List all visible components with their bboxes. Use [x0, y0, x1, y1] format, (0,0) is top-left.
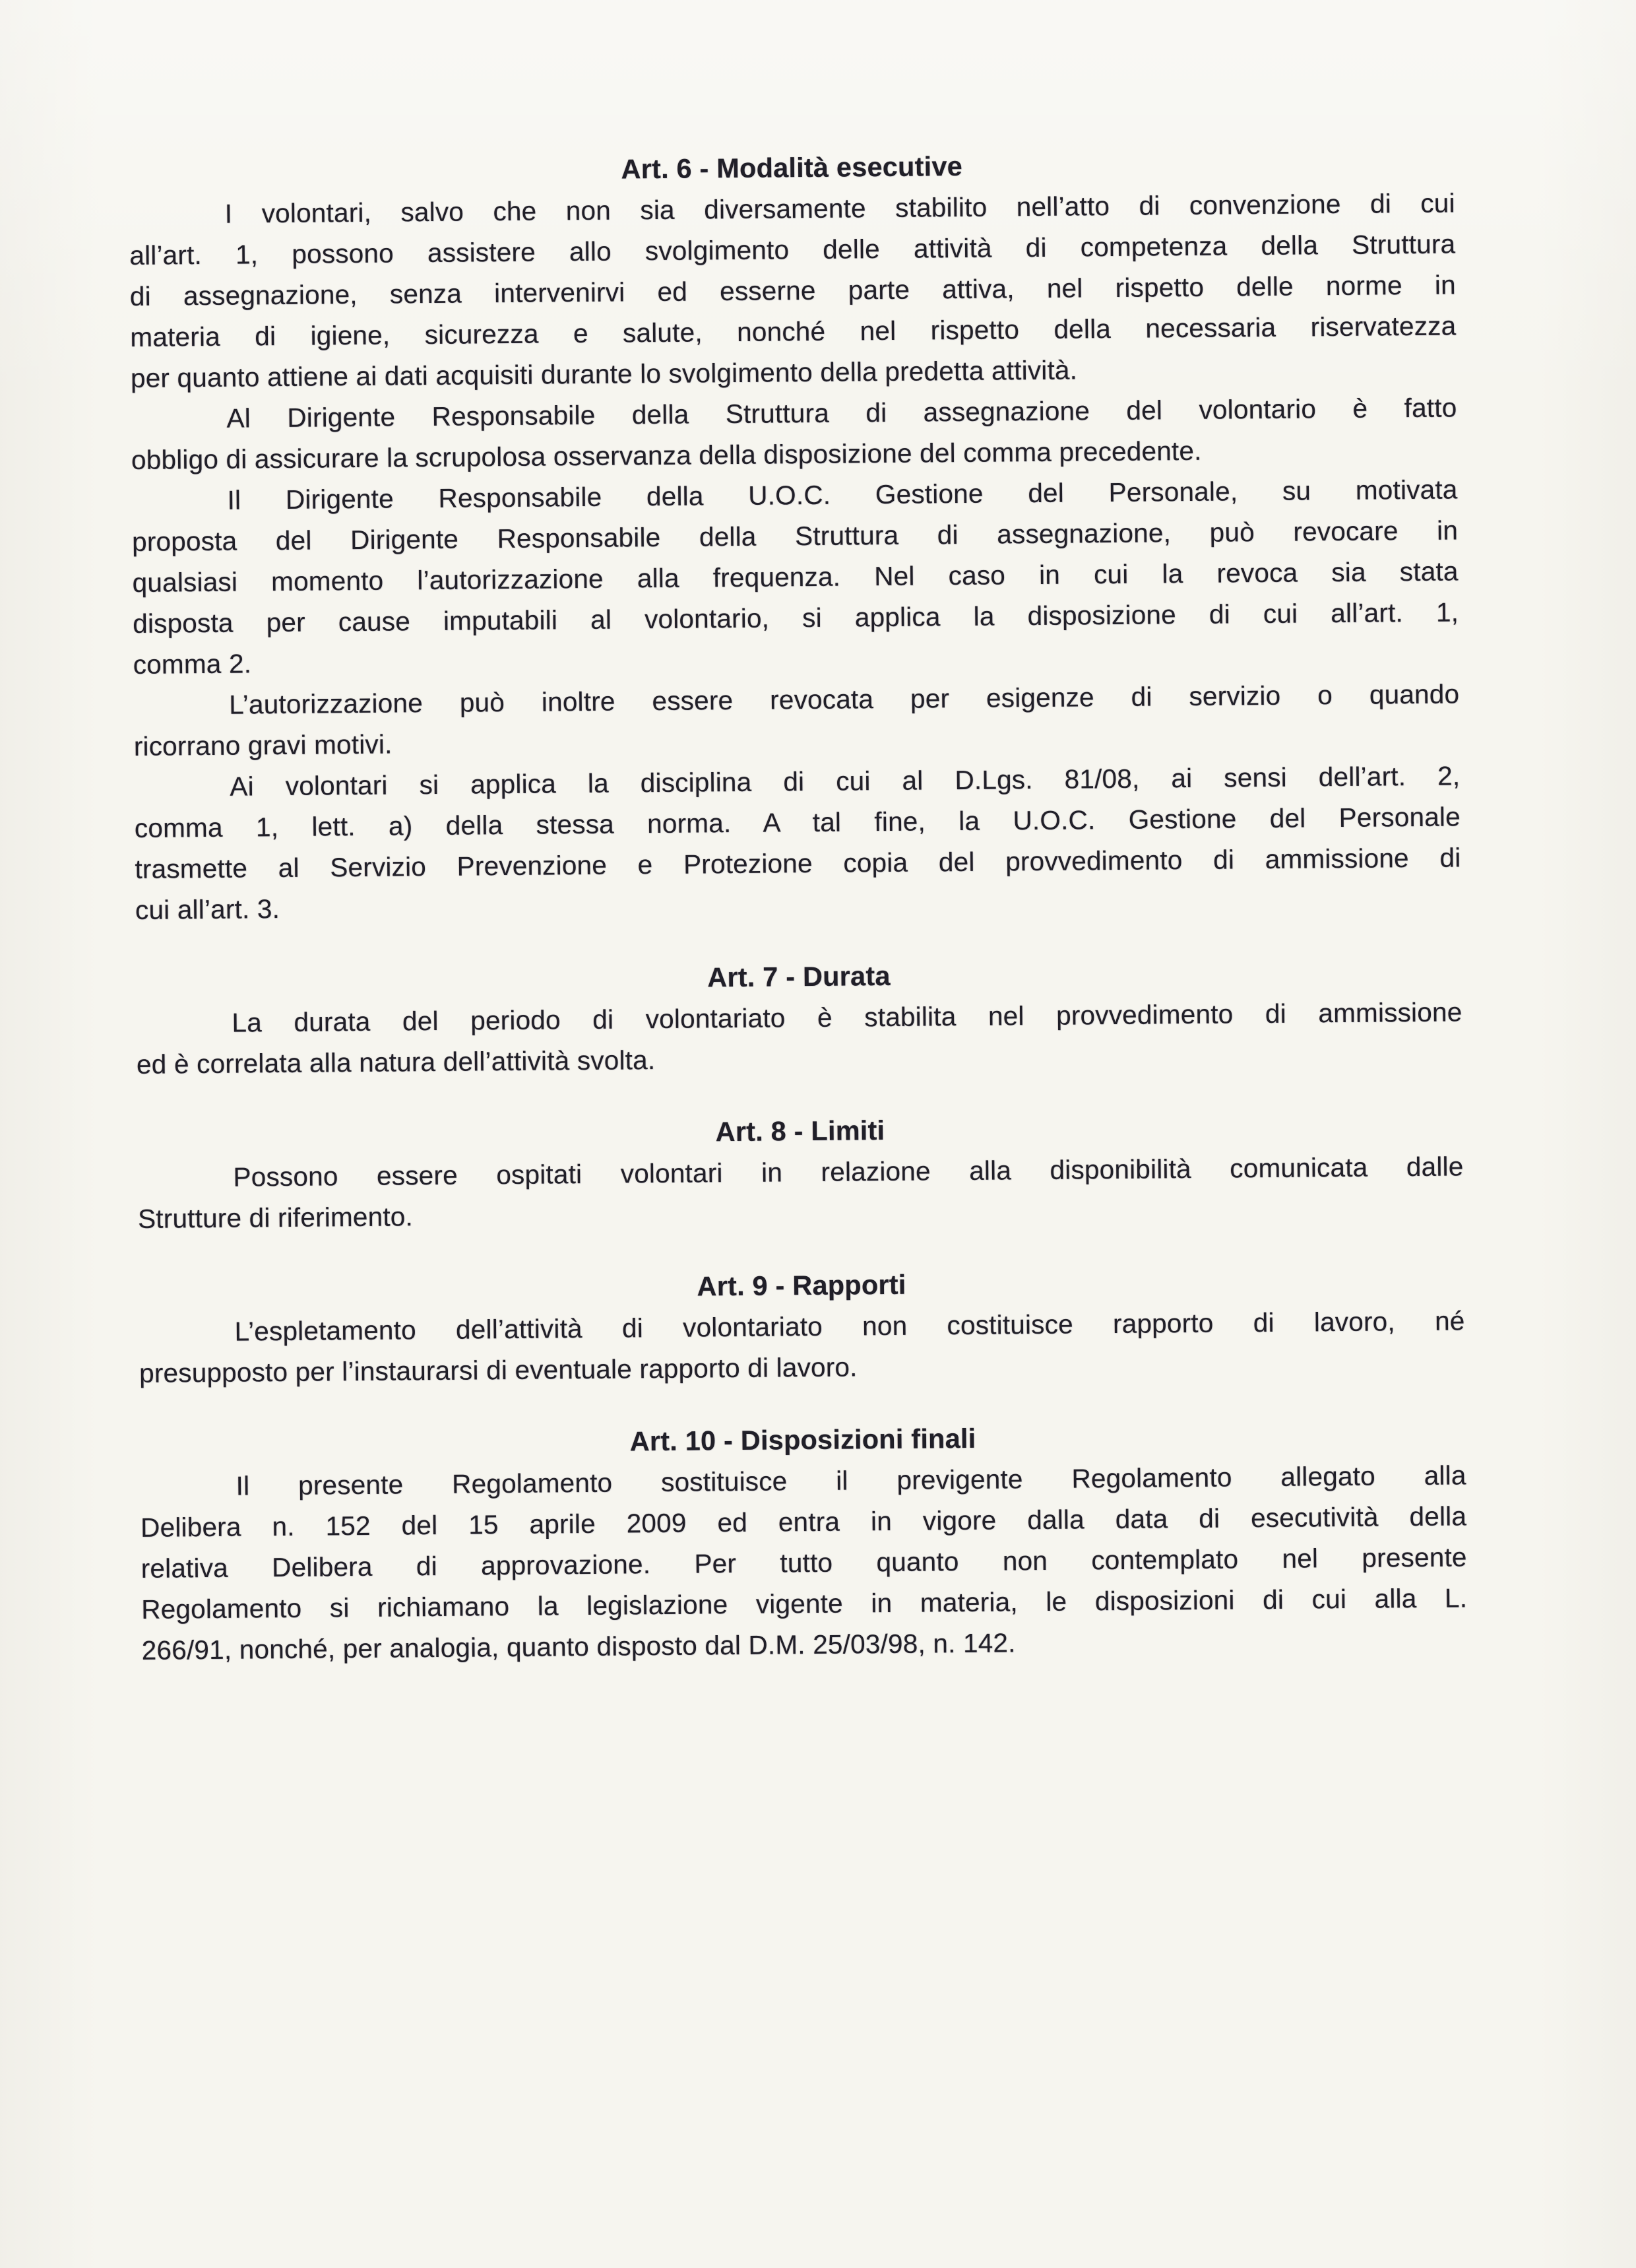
text-line: presupposto per l’instaurarsi di eventuale rapporto di lavoro. [139, 1351, 858, 1388]
paragraph [134, 755, 1461, 930]
text-line: Al Dirigente Responsabile della Struttura di assegnazione del volontario è fatto [226, 392, 1457, 434]
text-line: I volontari, salvo che non sia diversamente stabilito nell’atto di convenzione di cui [224, 187, 1455, 229]
paragraph [131, 469, 1459, 685]
article-heading: Art. 6 - Modalità esecutive [621, 150, 963, 185]
paragraph [131, 387, 1457, 480]
article-section [136, 950, 1463, 1085]
article-heading: Art. 8 - Limiti [715, 1115, 885, 1148]
paragraph [136, 991, 1463, 1085]
text-line: materia di igiene, sicurezza e salute, nonché nel rispetto della necessaria riservatezza [130, 310, 1457, 352]
text-line: relativa Delibera di approvazione. Per tutto quanto non contemplato nel presente [141, 1541, 1467, 1584]
article-section [140, 1413, 1468, 1671]
text-line: Delibera n. 152 del 15 aprile 2009 ed entra in vigore dalla data di esecutività della [140, 1501, 1467, 1543]
paragraph [137, 1146, 1464, 1239]
text-line: cui all’art. 3. [135, 893, 280, 925]
document-body [129, 141, 1468, 1670]
text-line: L’espletamento dell’attività di volontariato non costituisce rapporto di lavoro, né [234, 1305, 1465, 1347]
text-line: Ai volontari si applica la disciplina di cui al D.Lgs. 81/08, ai sensi dell’art. 2, [230, 760, 1461, 802]
paragraph [129, 182, 1457, 399]
paragraph [140, 1454, 1468, 1671]
text-line: Regolamento si richiamano la legislazione vigente in materia, le disposizioni di cui alla L. [141, 1582, 1468, 1625]
paragraph [139, 1300, 1465, 1394]
text-line: La durata del periodo di volontariato è stabilita nel provvedimento di ammissione [232, 996, 1463, 1038]
text-line: obbligo di assicurare la scrupolosa osservanza della disposizione del comma precedente. [131, 435, 1202, 475]
text-line: Il Dirigente Responsabile della U.O.C. Gestione del Personale, su motivata [227, 474, 1458, 515]
text-line: Possono essere ospitati volontari in relazione alla disponibilità comunicata dalle [233, 1151, 1464, 1192]
article-section [137, 1105, 1464, 1239]
text-line: qualsiasi momento l’autorizzazione alla frequenza. Nel caso in cui la revoca sia stata [132, 556, 1459, 598]
text-line: all’art. 1, possono assistere allo svolgimento delle attività di competenza della Struttura [129, 228, 1456, 271]
text-line: trasmette al Servizio Prevenzione e Protezione copia del provvedimento di ammissione di [135, 842, 1461, 884]
article-heading: Art. 7 - Durata [707, 959, 891, 993]
article-heading: Art. 10 - Disposizioni finali [629, 1422, 976, 1457]
article-section [129, 141, 1461, 930]
text-line: proposta del Dirigente Responsabile della Struttura di assegnazione, può revocare in [131, 515, 1459, 557]
text-line: L’autorizzazione può inoltre essere revocata per esigenze di servizio o quando [229, 678, 1460, 720]
text-line: Strutture di riferimento. [137, 1201, 414, 1234]
text-line: comma 1, lett. a) della stessa norma. A tal fine, la U.O.C. Gestione del Personale [134, 801, 1461, 843]
text-line: 266/91, nonché, per analogia, quanto disposto dal D.M. 25/03/98, n. 142. [141, 1627, 1016, 1666]
article-heading: Art. 9 - Rapporti [697, 1268, 906, 1302]
text-line: di assegnazione, senza intervenirvi ed esserne parte attiva, nel rispetto delle norme in [129, 269, 1457, 311]
text-line: ricorrano gravi motivi. [133, 729, 393, 761]
text-line: comma 2. [133, 648, 252, 680]
text-line: ed è correlata alla natura dell’attività svolta. [136, 1045, 656, 1080]
text-line: per quanto attiene ai dati acquisiti durante lo svolgimento della predetta attività. [130, 354, 1078, 393]
text-line: Il presente Regolamento sostituisce il previgente Regolamento allegato alla [236, 1460, 1466, 1501]
text-line: disposta per cause imputabili al volontario, si applica la disposizione di cui all’art. 1, [133, 597, 1459, 639]
paragraph [133, 673, 1460, 767]
article-section [139, 1259, 1466, 1394]
